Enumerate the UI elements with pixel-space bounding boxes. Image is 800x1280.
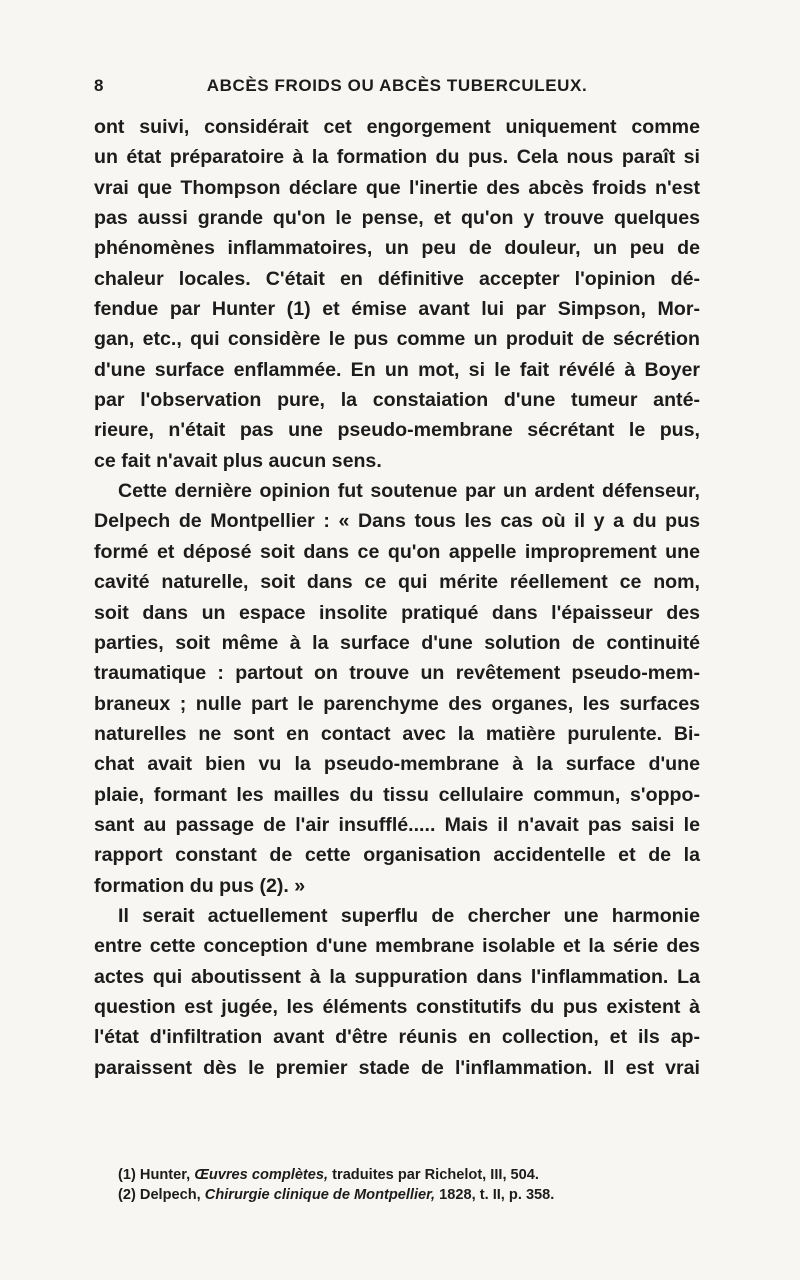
footnote-author: Hunter, xyxy=(139,1167,191,1183)
text-line: question est jugée, les éléments constitutifs du pus existent à xyxy=(94,995,700,1018)
page-header xyxy=(94,76,700,102)
footnotes xyxy=(118,1165,700,1205)
page-number: 8 xyxy=(94,76,105,95)
paragraph-end-line: ce fait n'avait plus aucun sens. xyxy=(94,449,382,472)
text-line: plaie, formant les mailles du tissu cellulaire commun, s'oppo- xyxy=(94,783,700,806)
text-line: soit dans un espace insolite pratiqué dans l'épaisseur des xyxy=(94,601,700,624)
text-line: vrai que Thompson déclare que l'inertie des abcès froids n'est xyxy=(94,176,700,199)
body-text xyxy=(94,112,700,1083)
text-line: un état préparatoire à la formation du pus. Cela nous paraît si xyxy=(94,146,700,169)
text-line: par l'observation pure, la constaiation d'une tumeur anté- xyxy=(94,389,700,412)
text-line: actes qui aboutissent à la suppuration dans l'inflammation. La xyxy=(94,965,700,988)
footnote-mark: (1) xyxy=(118,1167,136,1183)
text-line: phénomènes inflammatoires, un peu de douleur, un peu de xyxy=(94,237,700,260)
text-line: traumatique : partout on trouve un revêtement pseudo-mem- xyxy=(94,662,700,685)
footnote-2 xyxy=(118,1185,700,1205)
text-line: paraissent dès le premier stade de l'inflammation. Il est vrai xyxy=(94,1056,700,1079)
text-line: ont suivi, considérait cet engorgement uniquement comme xyxy=(94,116,700,138)
text-line: d'une surface enflammée. En un mot, si le fait révélé à Boyer xyxy=(94,358,700,381)
text-line: gan, etc., qui considère le pus comme un produit de sécrétion xyxy=(94,328,700,351)
footnote-title: Œuvres complètes, xyxy=(194,1167,329,1183)
paragraph-end-line: formation du pus (2). » xyxy=(94,874,306,897)
text-line: naturelles ne sont en contact avec la matière purulente. Bi- xyxy=(94,722,700,745)
footnote-details: 1828, t. II, p. 358. xyxy=(439,1187,555,1203)
text-line: braneux ; nulle part le parenchyme des organes, les surfaces xyxy=(94,692,700,715)
footnote-title: Chirurgie clinique de Montpellier, xyxy=(204,1187,436,1203)
footnote-mark: (2) xyxy=(118,1187,136,1203)
text-line: rapport constant de cette organisation accidentelle et de la xyxy=(94,844,700,867)
paragraph-start-line: Il serait actuellement superflu de chercher une harmonie xyxy=(118,904,700,927)
footnote-1 xyxy=(118,1165,700,1185)
text-line: chaleur locales. C'était en définitive accepter l'opinion dé- xyxy=(94,267,700,290)
text-line: fendue par Hunter (1) et émise avant lui par Simpson, Mor- xyxy=(94,298,700,321)
text-line: entre cette conception d'une membrane isolable et la série des xyxy=(94,935,700,958)
text-line: rieure, n'était pas une pseudo-membrane sécrétant le pus, xyxy=(94,419,700,442)
footnote-details: traduites par Richelot, III, 504. xyxy=(332,1167,539,1183)
text-line: l'état d'infiltration avant d'être réunis en collection, et ils ap- xyxy=(94,1026,700,1049)
running-title: ABCÈS FROIDS OU ABCÈS TUBERCULEUX. xyxy=(206,76,588,95)
text-line: sant au passage de l'air insufflé..... Mais il n'avait pas saisi le xyxy=(94,813,700,836)
text-line: cavité naturelle, soit dans ce qui mérite réellement ce nom, xyxy=(94,571,700,594)
paragraph-start-line: Cette dernière opinion fut soutenue par un ardent défenseur, xyxy=(118,480,700,503)
footnote-author: Delpech, xyxy=(139,1187,201,1203)
text-line: parties, soit même à la surface d'une solution de continuité xyxy=(94,631,700,654)
text-line: pas aussi grande qu'on le pense, et qu'on y trouve quelques xyxy=(94,207,700,230)
text-line: formé et déposé soit dans ce qu'on appelle improprement une xyxy=(94,540,700,563)
text-line: Delpech de Montpellier : « Dans tous les cas où il y a du pus xyxy=(94,510,700,533)
text-line: chat avait bien vu la pseudo-membrane à la surface d'une xyxy=(94,753,700,776)
